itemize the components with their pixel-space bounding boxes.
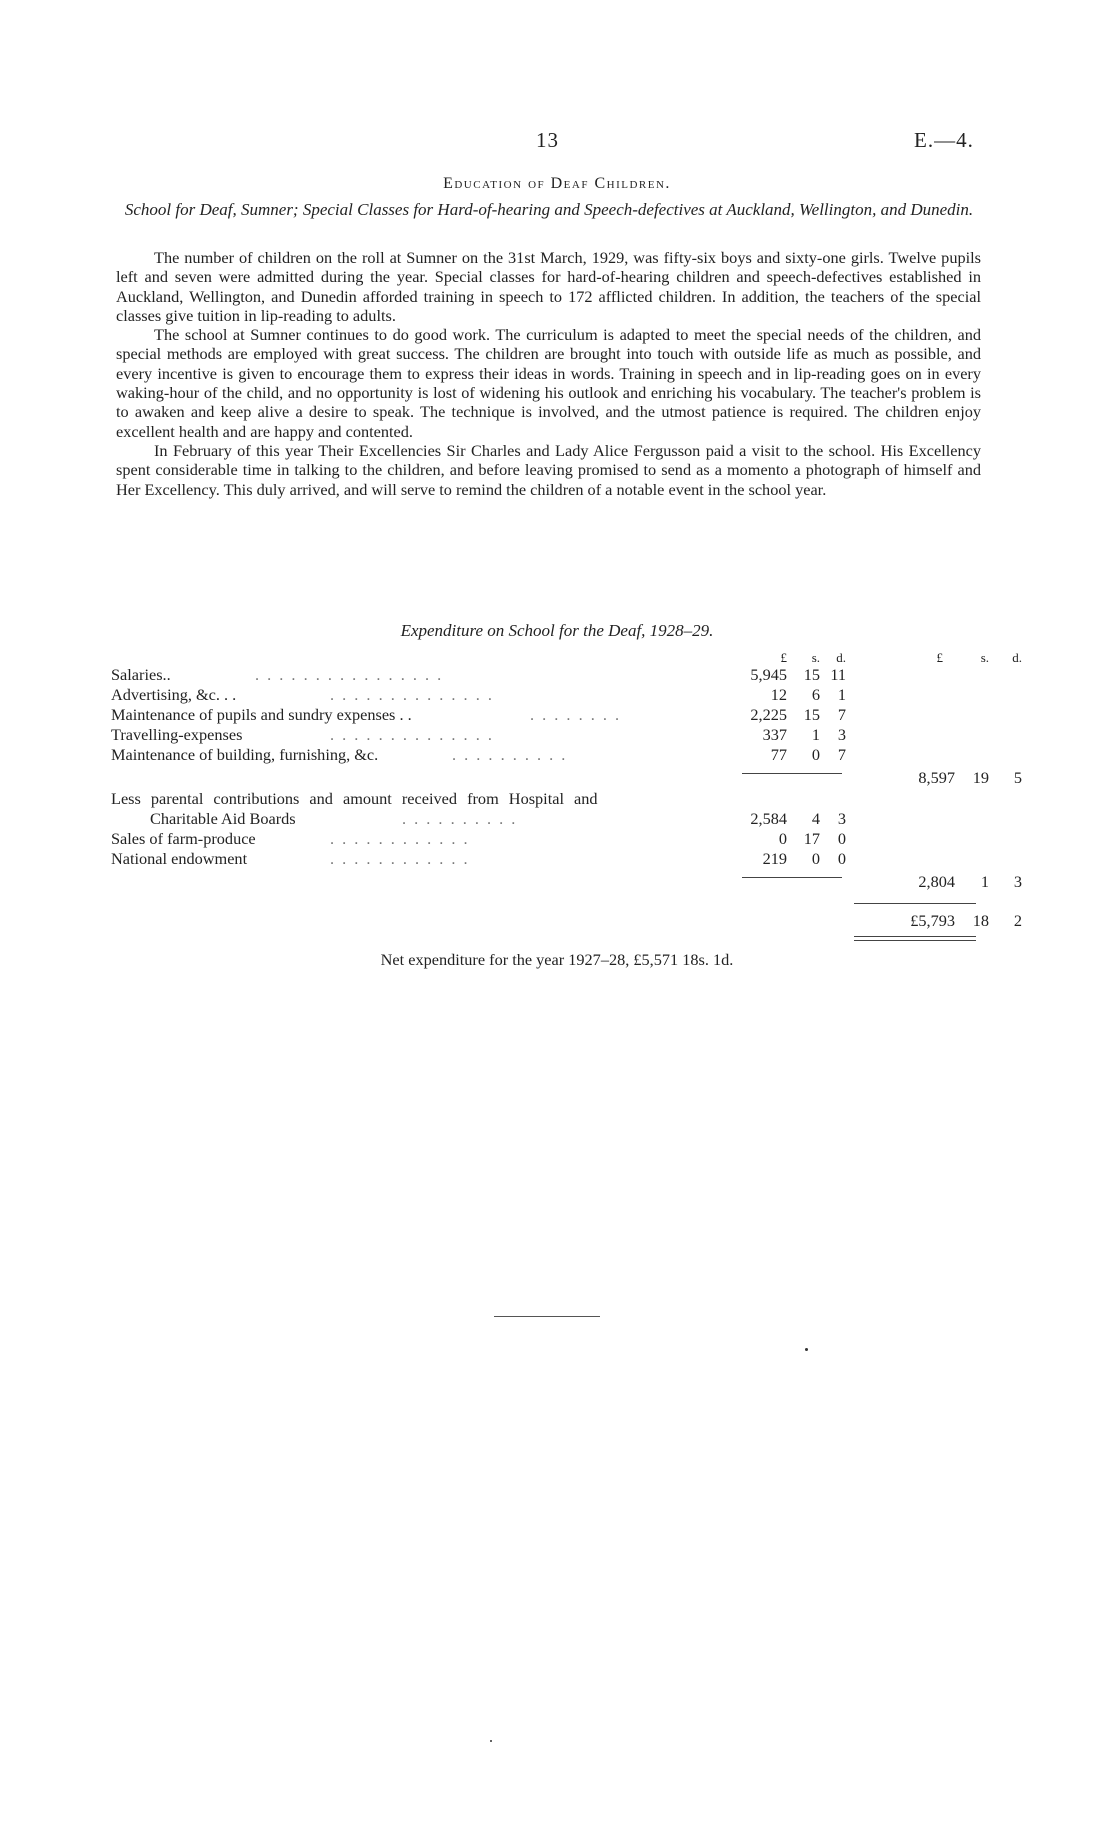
net-total-top-rule <box>854 903 976 904</box>
deductions-total-shillings: 1 <box>980 872 989 891</box>
amount-pence: 11 <box>830 665 846 684</box>
amount-pounds: 12 <box>770 685 787 704</box>
row-label: Charitable Aid Boards <box>150 809 296 828</box>
print-speck <box>490 1740 492 1742</box>
deductions-total-pence: 3 <box>1013 872 1022 891</box>
amount-pence: 7 <box>837 705 846 724</box>
leader-dots: . . . . . . . . . . . . <box>330 849 470 868</box>
net-total-pence: 2 <box>1013 911 1022 930</box>
amount-pence: 0 <box>837 849 846 868</box>
amount-shillings: 0 <box>811 849 820 868</box>
amount-pounds: 0 <box>778 829 787 848</box>
subtotal-row <box>0 768 1114 788</box>
amount-pounds: 337 <box>762 725 787 744</box>
net-total-double-rule <box>854 936 976 937</box>
leader-dots: . . . . . . . . . . . . <box>330 829 470 848</box>
table-row <box>0 725 1114 745</box>
table-row <box>0 809 1114 829</box>
amount-shillings: 1 <box>811 725 820 744</box>
table-row <box>0 829 1114 849</box>
row-label: Sales of farm-produce <box>111 829 256 848</box>
deductions-label: Less parental contributions and amount received from Hospital and <box>111 789 598 808</box>
row-label: Travelling-expenses <box>111 725 243 744</box>
amount-pounds: 2,584 <box>750 809 787 828</box>
paragraph: The number of children on the roll at Sumner on the 31st March, 1929, was fifty-six boys and sixty-one girls. Twelve pupils left and seven were admitted during the year. Special classes for hard-of-hearing children and speech-defectives established in Auckland, Wellington, and Dunedin afforded training in speech to 172 afflicted children. In addition, the teachers of the special classes give tuition in lip-reading to adults. <box>116 248 981 325</box>
leader-dots: . . . . . . . . . . <box>452 745 568 764</box>
amount-pence: 7 <box>837 745 846 764</box>
amount-pounds: 5,945 <box>750 665 787 684</box>
leader-dots: . . . . . . . . . . . . . . <box>330 725 494 744</box>
amount-pence: 1 <box>837 685 846 704</box>
deductions-heading <box>0 789 1114 809</box>
amount-pence: 0 <box>837 829 846 848</box>
table-row <box>0 665 1114 685</box>
body-text <box>116 248 981 499</box>
subtotal-pounds: 8,597 <box>918 768 955 787</box>
page-number: 13 <box>536 128 559 152</box>
leader-dots: . . . . . . . . . . . . . . . . <box>255 665 444 684</box>
section-title: Education of Deaf Children. <box>443 175 671 192</box>
amount-pence: 3 <box>837 725 846 744</box>
deductions-total-row <box>0 872 1114 892</box>
amount-pounds: 219 <box>762 849 787 868</box>
previous-year-note: Net expenditure for the year 1927–28, £5,571 18s. 1d. <box>380 950 734 969</box>
col-header-pounds-total: £ <box>936 650 943 665</box>
paragraph: In February of this year Their Excellencies Sir Charles and Lady Alice Fergusson paid a visit to the school. His Excellency spent considerable time in talking to the children, and before leaving promised to send as a momento a photograph of himself and Her Excellency. This duly arrived, and will serve to remind the children of a notable event in the school year. <box>116 440 981 499</box>
row-label: National endowment <box>111 849 248 868</box>
document-reference: E.—4. <box>914 128 974 152</box>
amount-shillings: 15 <box>803 705 820 724</box>
net-total-double-rule <box>854 940 976 941</box>
col-header-pounds: £ <box>780 650 787 665</box>
amount-pounds: 2,225 <box>750 705 787 724</box>
leader-dots: . . . . . . . . . . <box>402 809 518 828</box>
net-total-pounds: £5,793 <box>910 911 955 930</box>
amount-shillings: 17 <box>803 829 820 848</box>
footer-rule <box>494 1316 600 1317</box>
amount-pence: 3 <box>837 809 846 828</box>
amount-shillings: 4 <box>811 809 820 828</box>
table-row <box>0 705 1114 725</box>
print-speck <box>805 1348 808 1351</box>
expenditure-title: Expenditure on School for the Deaf, 1928–29. <box>400 621 714 640</box>
amount-shillings: 0 <box>811 745 820 764</box>
net-total-row <box>0 911 1114 931</box>
table-row <box>0 745 1114 765</box>
paragraph: The school at Sumner continues to do good work. The curriculum is adapted to meet the special needs of the children, and special methods are employed with great success. The children are brought into touch with outside life as much as possible, and every incentive is given to encourage them to express their ideas in words. Training in speech and in lip-reading goes on in every waking-hour of the child, and no opportunity is lost of widening his outlook and enriching his vocabulary. The teacher's problem is to awaken and keep alive a desire to speak. The technique is involved, and the utmost patience is required. The children enjoy excellent health and are happy and contented. <box>116 325 981 441</box>
col-header-pence: d. <box>836 650 846 665</box>
table-row <box>0 849 1114 869</box>
deductions-total-pounds: 2,804 <box>918 872 955 891</box>
col-header-pence-total: d. <box>1012 650 1022 665</box>
col-header-shillings-total: s. <box>980 650 989 665</box>
leader-dots: . . . . . . . . . . . . . . <box>330 685 494 704</box>
amount-shillings: 6 <box>811 685 820 704</box>
net-total-shillings: 18 <box>972 911 989 930</box>
row-label: Maintenance of building, furnishing, &c. <box>111 745 379 764</box>
amount-shillings: 15 <box>803 665 820 684</box>
row-label: Salaries.. <box>111 665 171 684</box>
row-label: Maintenance of pupils and sundry expenses . . <box>111 705 412 724</box>
table-row <box>0 685 1114 705</box>
row-label: Advertising, &c. . . <box>111 685 237 704</box>
col-header-shillings: s. <box>811 650 820 665</box>
section-subtitle: School for Deaf, Sumner; Special Classes for Hard-of-hearing and Speech-defectives at Auckland, Wellington, and Dunedin. <box>124 200 974 219</box>
amount-pounds: 77 <box>770 745 787 764</box>
subtotal-shillings: 19 <box>972 768 989 787</box>
subtotal-pence: 5 <box>1013 768 1022 787</box>
leader-dots: . . . . . . . . <box>530 705 622 724</box>
